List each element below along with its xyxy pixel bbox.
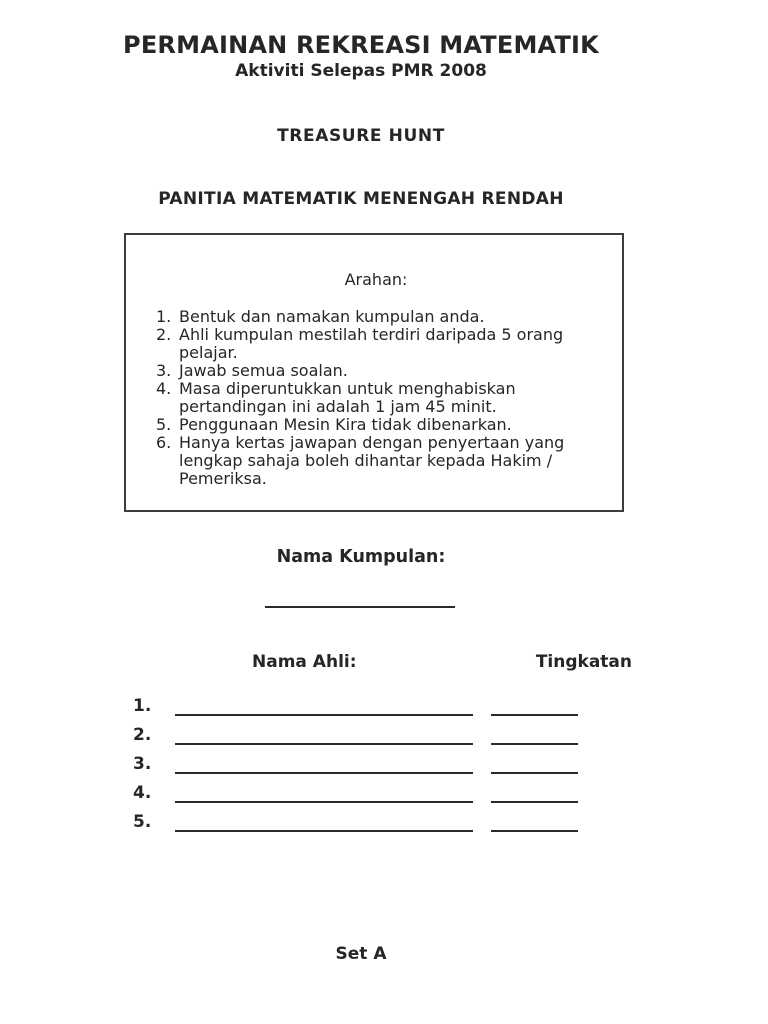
instruction-item [156,362,596,380]
member-name-blank-line [175,725,473,745]
instruction-number: 2. [156,325,172,344]
instruction-item [156,308,596,326]
instruction-text: Bentuk dan namakan kumpulan anda. [179,307,485,326]
page-subtitle: Aktiviti Selepas PMR 2008 [235,61,487,81]
instruction-text: Jawab semua soalan. [179,361,348,380]
member-row [133,754,578,774]
instruction-text: Hanya kertas jawapan dengan penyertaan yang lengkap sahaja boleh dihantar kepada Hakim / Pemeriksa. [179,433,565,488]
member-name-blank-line [175,696,473,716]
instruction-text: Penggunaan Mesin Kira tidak dibenarkan. [179,415,512,434]
instruction-item [156,326,596,362]
member-form-blank-line [491,783,578,803]
member-row-number: 5. [133,812,152,832]
instructions-box [124,233,624,512]
member-row-number: 1. [133,696,152,716]
instruction-item [156,434,596,488]
instruction-text: Ahli kumpulan mestilah terdiri daripada 5 orang pelajar. [179,325,564,362]
member-row-number: 2. [133,725,152,745]
member-form-blank-line [491,754,578,774]
instruction-number: 1. [156,307,172,326]
member-name-blank-line [175,754,473,774]
event-title: TREASURE HUNT [277,126,445,146]
members-form-header: Tingkatan [535,652,632,672]
member-row-number: 4. [133,783,152,803]
members-list [133,696,578,841]
page-title: PERMAINAN REKREASI MATEMATIK [123,31,599,59]
member-name-blank-line [175,812,473,832]
set-label: Set A [335,944,387,964]
group-name-label: Nama Kumpulan: [276,547,446,567]
instructions-heading: Arahan: [344,270,408,289]
member-form-blank-line [491,696,578,716]
member-row [133,725,578,745]
members-name-header: Nama Ahli: [252,652,357,672]
instruction-text: Masa diperuntukkan untuk menghabiskan pertandingan ini adalah 1 jam 45 minit. [179,379,516,416]
instruction-number: 6. [156,433,172,452]
member-name-blank-line [175,783,473,803]
instructions-list [156,308,596,488]
group-name-blank-line [265,606,455,608]
member-row [133,783,578,803]
member-row-number: 3. [133,754,152,774]
instruction-number: 3. [156,361,172,380]
member-form-blank-line [491,812,578,832]
instruction-item [156,416,596,434]
member-row [133,696,578,716]
member-row [133,812,578,832]
instruction-number: 5. [156,415,172,434]
committee-title: PANITIA MATEMATIK MENENGAH RENDAH [158,189,564,209]
instruction-item [156,380,596,416]
members-header [252,652,632,672]
instruction-number: 4. [156,379,172,398]
member-form-blank-line [491,725,578,745]
